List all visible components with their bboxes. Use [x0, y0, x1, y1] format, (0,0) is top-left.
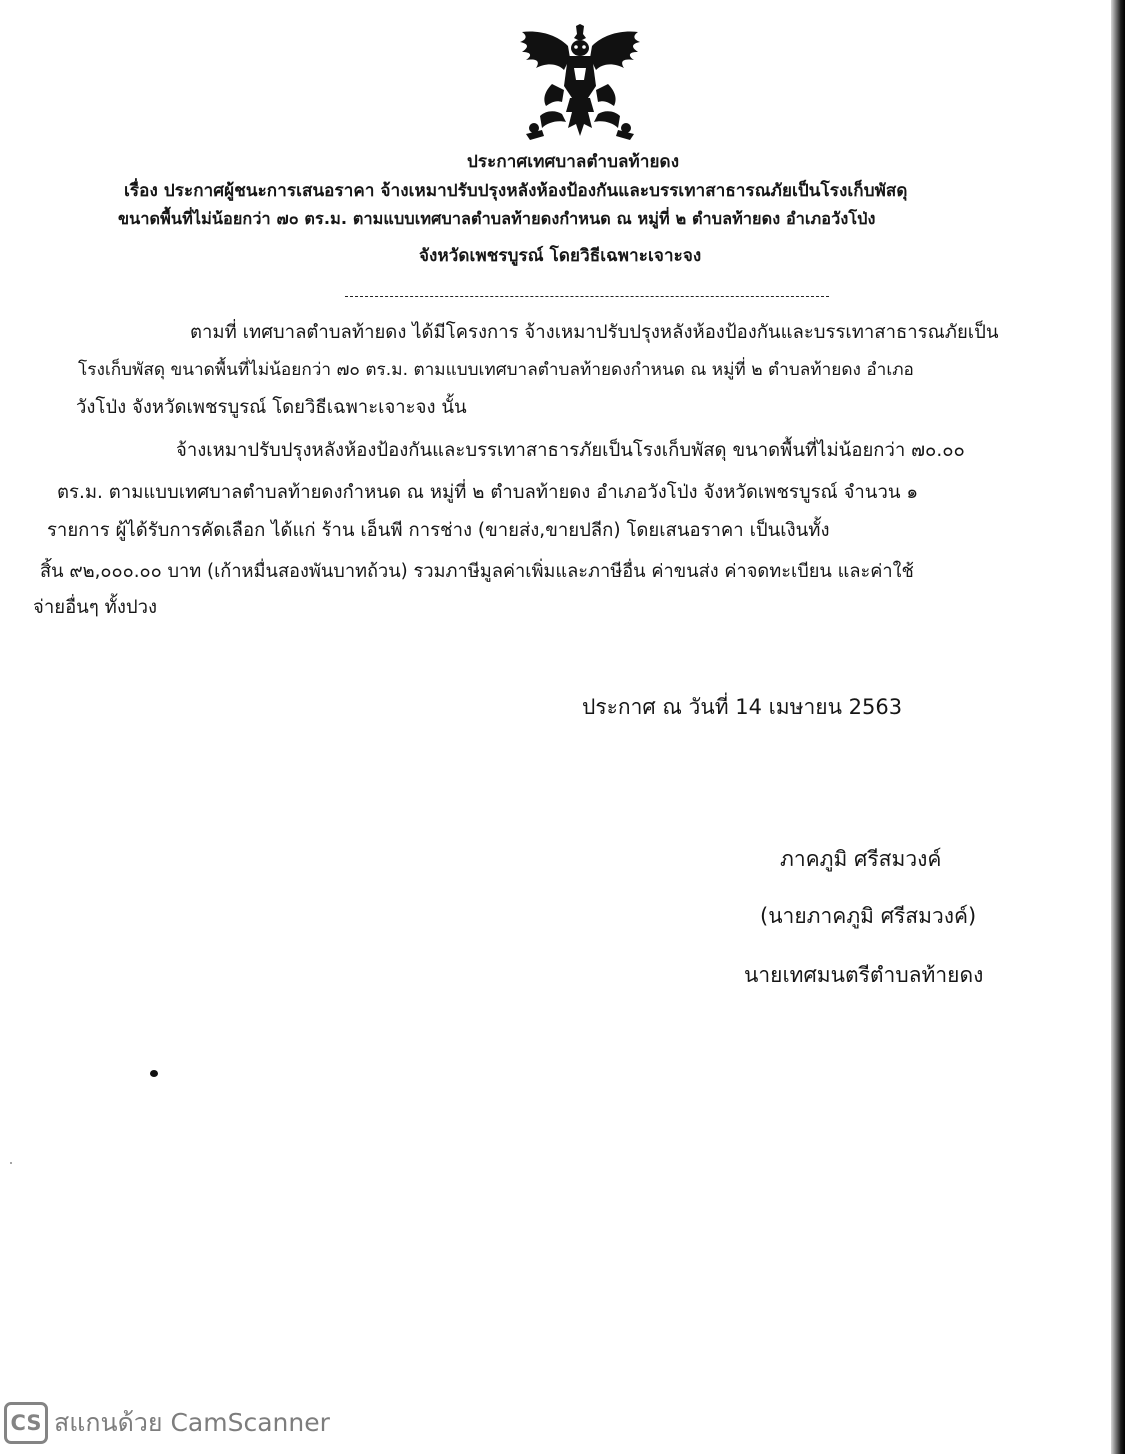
camscanner-logo-icon: CS	[4, 1402, 48, 1444]
garuda-emblem-icon	[512, 24, 648, 142]
camscanner-watermark	[4, 1402, 330, 1444]
paragraph1-line1: ตามที่ เทศบาลตำบลท้ายดง ได้มีโครงการ จ้างเหมาปรับปรุงหลังห้องป้องกันและบรรเทาสาธารณภัยเป็น	[190, 322, 999, 343]
paragraph2-line4: สิ้น ๙๒,๐๐๐.๐๐ บาท (เก้าหมื่นสองพันบาทถ้วน) รวมภาษีมูลค่าเพิ่มและภาษีอื่น ค่าขนส่ง ค่าจดทะเบียน และค่าใช้	[40, 561, 914, 582]
paragraph2-line3: รายการ ผู้ได้รับการคัดเลือก ได้แก่ ร้าน เอ็นพี การช่าง (ขายส่ง,ขายปลีก) โดยเสนอราคา เป็นเงินทั้ง	[47, 520, 830, 541]
announcement-subject-line2: ขนาดพื้นที่ไม่น้อยกว่า ๗๐ ตร.ม. ตามแบบเทศบาลตำบลท้ายดงกำหนด ณ หมู่ที่ ๒ ตำบลท้ายดง อำเภอวังโป่ง	[118, 209, 876, 228]
paragraph1-line2: โรงเก็บพัสดุ ขนาดพื้นที่ไม่น้อยกว่า ๗๐ ตร.ม. ตามแบบเทศบาลตำบลท้ายดงกำหนด ณ หมู่ที่ ๒ ตำบลท้ายดง อำเภอ	[78, 360, 914, 380]
announcement-subject-line1: เรื่อง ประกาศผู้ชนะการเสนอราคา จ้างเหมาปรับปรุงหลังห้องป้องกันและบรรเทาสาธารณภัยเป็นโรงเก็บพัสดุ	[124, 181, 908, 201]
scan-speck	[10, 1162, 12, 1164]
paragraph2-line2: ตร.ม. ตามแบบเทศบาลตำบลท้ายดงกำหนด ณ หมู่ที่ ๒ ตำบลท้ายดง อำเภอวังโป่ง จังหวัดเพชรบูรณ์ จำนวน ๑	[57, 482, 919, 503]
paragraph1-line3: วังโป่ง จังหวัดเพชรบูรณ์ โดยวิธีเฉพาะเจาะจง นั้น	[76, 397, 467, 418]
signer-name: ภาคภูมิ ศรีสมวงค์	[780, 847, 942, 871]
signer-full-name: (นายภาคภูมิ ศรีสมวงค์)	[760, 904, 977, 928]
signer-position: นายเทศมนตรีตำบลท้ายดง	[744, 963, 984, 987]
paragraph2-line5: จ่ายอื่นๆ ทั้งปวง	[33, 597, 158, 618]
camscanner-watermark-text: สแกนด้วย CamScanner	[54, 1408, 330, 1437]
announcement-title: ประกาศเทศบาลตำบลท้ายดง	[467, 152, 680, 172]
header-divider	[345, 296, 829, 297]
paragraph2-line1: จ้างเหมาปรับปรุงหลังห้องป้องกันและบรรเทาสาธารภัยเป็นโรงเก็บพัสดุ ขนาดพื้นที่ไม่น้อยกว่า ๗๐.๐๐	[176, 440, 965, 461]
announcement-date: ประกาศ ณ วันที่ 14 เมษายน 2563	[582, 695, 903, 719]
scan-speck	[150, 1070, 158, 1077]
announcement-subject-line3: จังหวัดเพชรบูรณ์ โดยวิธีเฉพาะเจาะจง	[419, 246, 702, 266]
scan-edge-shadow	[1111, 0, 1125, 1454]
